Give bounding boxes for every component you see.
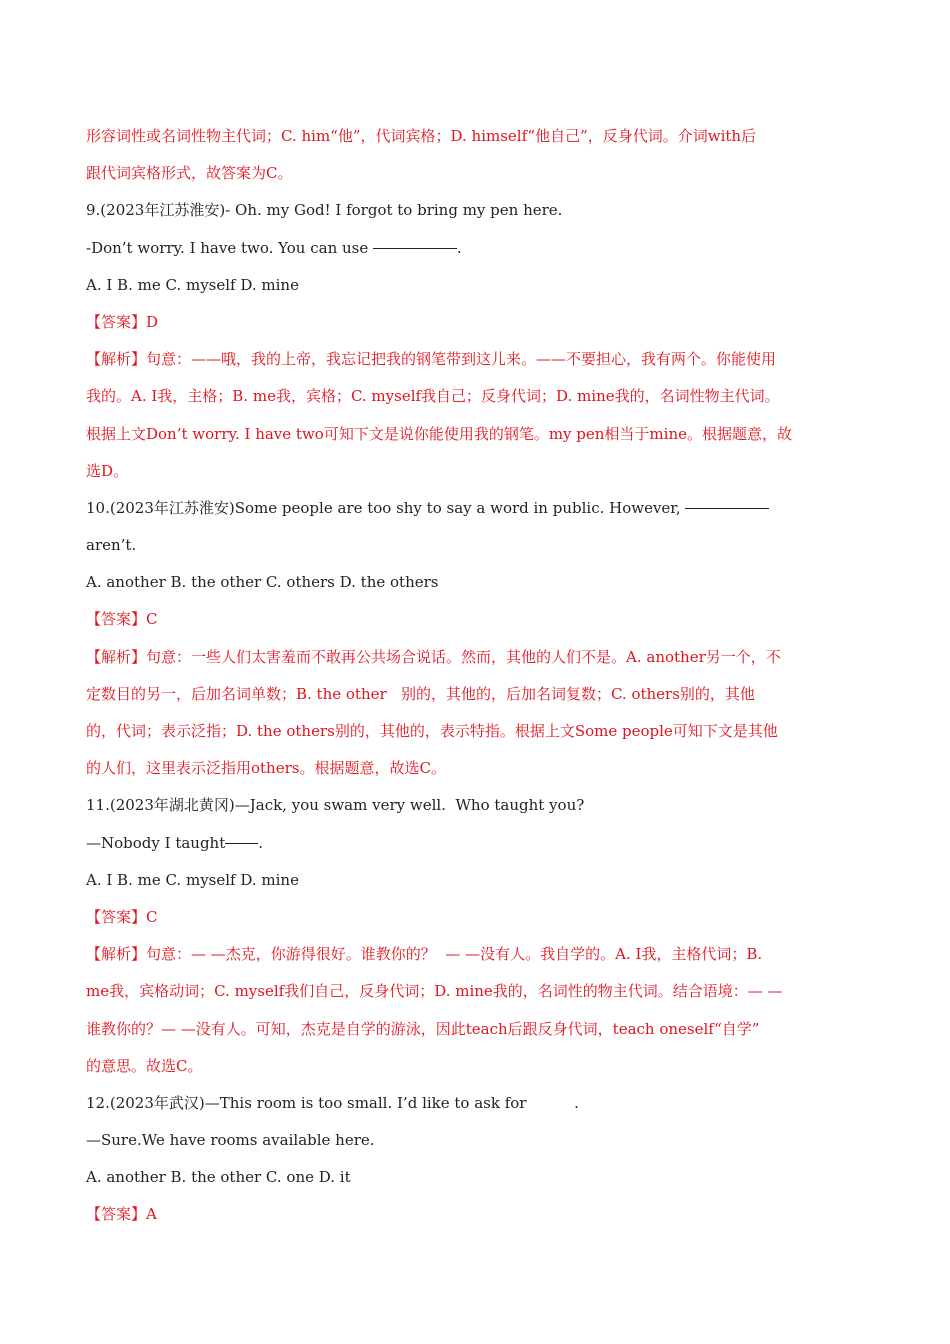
explanation-line: 形容词性或名词性物主代词；C. him“他”，代词宾格；D. himself“他自己”，反身代词。介词with后 xyxy=(86,127,757,145)
explanation-line: 根据上文Don’t worry. I have two可知下文是说你能使用我的钢笔。my pen相当于mine。根据题意，故 xyxy=(86,424,792,443)
question-10-options: A. another B. the other C. others D. the others xyxy=(86,573,439,592)
explanation-line: 【解析】句意：——哦，我的上帝，我忘记把我的钢笔带到这儿来。——不要担心，我有两个。你能使用 xyxy=(86,350,777,369)
text-before-blank: -Don’t worry. I have two. You can use xyxy=(86,238,373,257)
text-before-blank: —Nobody I taught xyxy=(86,833,226,852)
answer-blank xyxy=(685,507,769,509)
question-12-stem: 12.(2023年武汉)—This room is too small. I’d like to ask for . xyxy=(86,1093,579,1112)
question-11-options: A. I B. me C. myself D. mine xyxy=(86,870,299,889)
explanation-line: 的，代词；表示泛指；D. the others别的，其他的，表示特指。根据上文Some people可知下文是其他 xyxy=(86,722,778,740)
question-10-stem-cont: aren’t. xyxy=(86,536,137,555)
explanation-line: me我，宾格动词；C. myself我们自己，反身代词；D. mine我的，名词性的物主代词。结合语境：— — xyxy=(86,982,783,1001)
explanation-line: 的意思。故选C。 xyxy=(86,1056,203,1075)
text-after-blank: . xyxy=(457,238,462,257)
question-9-stem: 9.(2023年江苏淮安)- Oh. my God! I forgot to bring my pen here. xyxy=(86,201,563,220)
explanation-line: 定数目的另一，后加名词单数；B. the other 别的，其他的，后加名词复数；C. others别的，其他 xyxy=(86,684,755,703)
question-12-options: A. another B. the other C. one D. it xyxy=(86,1168,351,1187)
question-9-options: A. I B. me C. myself D. mine xyxy=(86,275,299,294)
answer-label: 【答案】D xyxy=(86,312,159,331)
question-9-dialogue xyxy=(86,230,866,267)
explanation-line: 的人们，这里表示泛指用others。根据题意，故选C。 xyxy=(86,759,446,778)
question-11-stem: 11.(2023年湖北黄冈)—Jack, you swam very well. Who taught you? xyxy=(86,796,585,815)
question-10-stem xyxy=(86,490,866,527)
explanation-line: 我的。A. I我，主格；B. me我，宾格；C. myself我自己；反身代词；D. mine我的，名词性物主代词。 xyxy=(86,387,780,406)
explanation-line: 选D。 xyxy=(86,461,129,480)
explanation-line: 谁教你的？— —没有人。可知，杰克是自学的游泳，因此teach后跟反身代词，teach oneself“自学” xyxy=(86,1019,760,1038)
answer-label: 【答案】C xyxy=(86,907,158,926)
explanation-line: 【解析】句意：一些人们太害羞而不敢再公共场合说话。然而，其他的人们不是。A. another另一个，不 xyxy=(86,647,781,666)
answer-label: 【答案】A xyxy=(86,1205,157,1224)
explanation-line: 【解析】句意：— —杰克，你游得很好。谁教你的？ — —没有人。我自学的。A. I我，主格代词；B. xyxy=(86,945,763,964)
question-11-dialogue xyxy=(86,825,866,862)
question-12-dialogue: —Sure.We have rooms available here. xyxy=(86,1131,375,1150)
answer-label: 【答案】C xyxy=(86,610,158,629)
answer-blank xyxy=(373,247,457,249)
answer-blank xyxy=(225,842,258,844)
document-page xyxy=(86,118,866,1234)
text-after-blank: . xyxy=(258,833,264,852)
explanation-line: 跟代词宾格形式，故答案为C。 xyxy=(86,164,293,183)
text-before-blank: 10.(2023年江苏淮安)Some people are too shy to say a word in public. However, xyxy=(86,498,686,517)
